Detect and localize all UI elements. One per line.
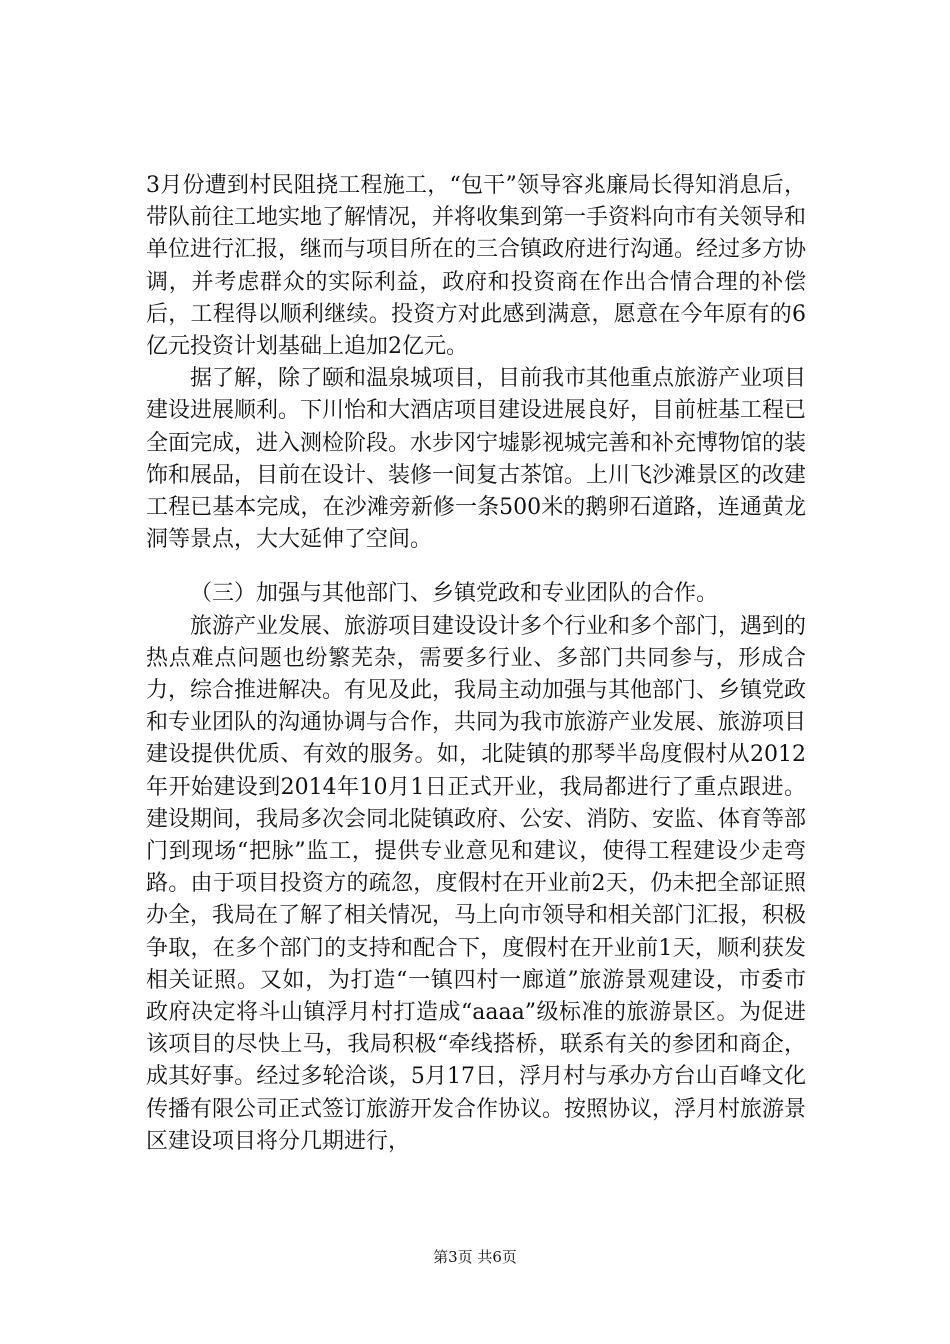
section-heading: （三）加强与其他部门、乡镇党政和专业团队的合作。 [190, 581, 719, 607]
paragraph-cooperation: 旅游产业发展、旅游项目建设设计多个行业和多个部门，遇到的热点难点问题也纷繁芜杂，需要多行业、多部门共同参与，形成合力，综合推进解决。有见及此，我局主动加强与其他部门、乡镇党政和专业团队的沟通协调与合作，共同为我市旅游产业发展、旅游项目建设提供优质、有效的服务。如，北陡镇的那琴半岛度假村从2012年开始建设到2014年10月1日正式开业，我局都进行了重点跟进。建设期间，我局多次会同北陡镇政府、公安、消防、安监、体育等部门到现场“把脉”监工，提供专业意见和建议，使得工程建设少走弯路。由于项目投资方的疏忽，度假村在开业前2天，仍未把全部证照办全，我局在了解了相关情况，马上向市领导和相关部门汇报，积极争取，在多个部门的支持和配合下，度假村在开业前1天，顺利获发相关证照。又如，为打造“一镇四村一廊道”旅游景观建设，市委市政府决定将斗山镇浮月村打造成“aaaa”级标准的旅游景区。为促进该项目的尽快上马，我局积极“牵线搭桥，联系有关的参团和商企，成其好事。经过多轮洽谈，5月17日，浮月村与承办方台山百峰文化传播有限公司正式签订旅游开发合作协议。按照协议，浮月村旅游景区建设项目将分几期进行， [146, 613, 807, 1154]
paragraph-projects-progress: 据了解，除了颐和温泉城项目，目前我市其他重点旅游产业项目建设进展顺利。下川怡和大酒店项目建设进展良好，目前桩基工程已全面完成，进入测检阶段。水步冈宁墟影视城完善和补充博物馆的装饰和展品，目前在设计、装修一间复古茶馆。上川飞沙滩景区的改建工程已基本完成，在沙滩旁新修一条500米的鹅卵石道路，连通黄龙洞等景点，大大延伸了空间。 [146, 366, 807, 553]
page-footer: 第3页 共6页 [433, 1248, 517, 1266]
paragraph-continuation: 3月份遭到村民阻挠工程施工，“包干”领导容兆廉局长得知消息后，带队前往工地实地了解情况，并将收集到第一手资料向市有关领导和单位进行汇报，继而与项目所在的三合镇政府进行沟通。经过多方协调，并考虑群众的实际利益，政府和投资商在作出合情合理的补偿后，工程得以顺利继续。投资方对此感到满意，愿意在今年原有的6亿元投资计划基础上追加2亿元。 [146, 173, 807, 360]
document-body [146, 170, 806, 1158]
